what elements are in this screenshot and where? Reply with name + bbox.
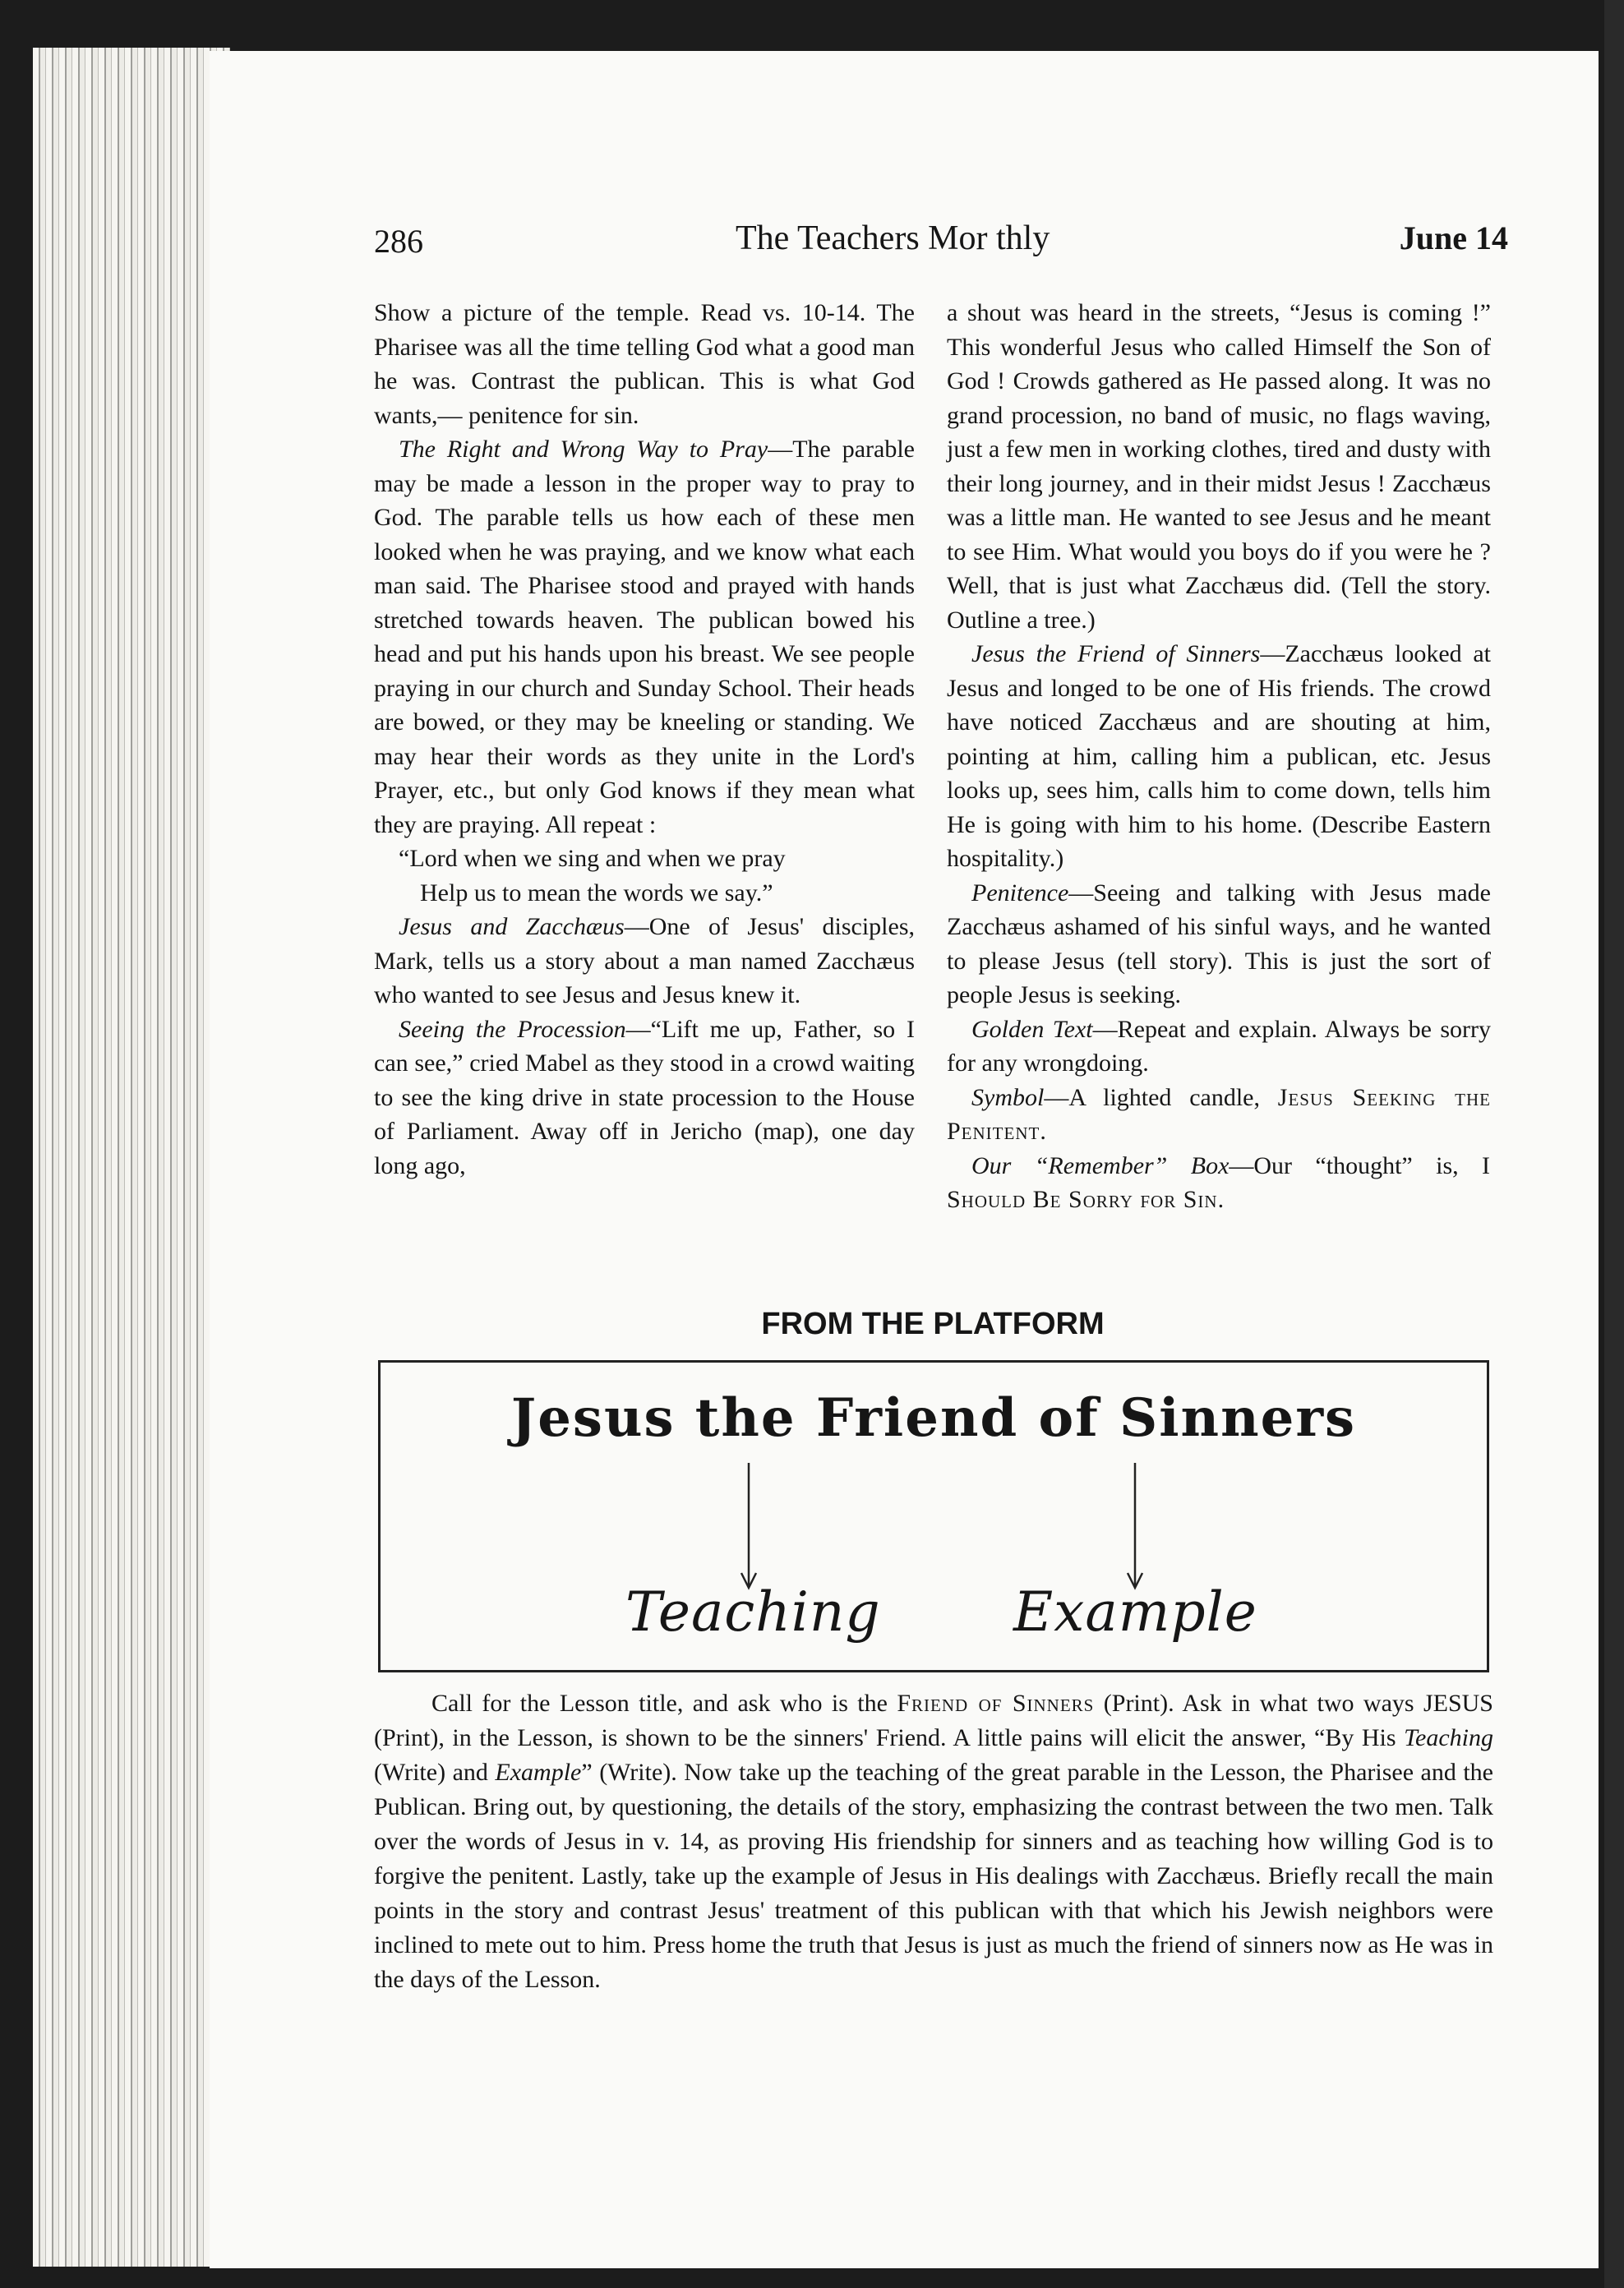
down-arrow-icon xyxy=(739,1461,759,1593)
small-caps-text: Friend of Sinners xyxy=(897,1690,1095,1717)
paragraph-text: —One of Jesus' disciples, Mark, tells us a story about a man named Zacchæus who wanted to see Jesus and Jesus knew it. xyxy=(374,913,916,1008)
paragraph-text: . xyxy=(1217,1186,1225,1213)
left-column xyxy=(374,296,915,1183)
down-arrow-icon xyxy=(1125,1461,1145,1593)
section-heading: Seeing the Procession xyxy=(399,1015,626,1043)
paragraph-text: —“Lift me up, Father, so I can see,” cried Mabel as they stood in a crowd waiting to see the king drive in state procession to the House of Parliament. Away off in Jericho (map), one day long ago, xyxy=(374,1015,915,1179)
paragraph xyxy=(374,432,915,842)
section-heading: The Right and Wrong Way to Pray xyxy=(399,436,768,463)
paragraph xyxy=(947,637,1491,876)
page-number: 286 xyxy=(374,223,423,260)
verse-line: Help us to mean the words we say.” xyxy=(420,879,773,906)
paragraph-text: —Zacchæus looked at Jesus and longed to be one of His friends. The crowd have noticed Zacchæus and are shouting at him, pointing at him, calling him a publican, etc. Jesus looks up, sees him, calls him to come down, tells him He is going with him to his home. (Describe Eastern hospitality.) xyxy=(947,640,1491,872)
paragraph xyxy=(374,296,915,432)
diagram-word-example: Example xyxy=(1013,1580,1257,1644)
paragraph xyxy=(374,1013,915,1183)
paragraph xyxy=(947,876,1491,1013)
section-heading: Penitence xyxy=(971,879,1069,906)
italic-text: Example xyxy=(495,1759,582,1786)
paragraph-text: (Print). Ask in what two ways JESUS (Print), in the Lesson, is shown to be the sinners' Friend. A little pains will elicit the answer, “By His xyxy=(374,1690,1493,1751)
section-heading: Jesus and Zacchæus xyxy=(399,913,625,940)
paragraph xyxy=(947,1081,1491,1149)
section-heading: Our “Remember” Box xyxy=(971,1151,1230,1179)
section-heading: Golden Text xyxy=(971,1015,1093,1043)
paragraph xyxy=(374,1686,1493,1997)
paragraph xyxy=(947,1013,1491,1081)
running-header xyxy=(374,215,1508,273)
section-heading: Symbol xyxy=(971,1083,1045,1111)
platform-instructions xyxy=(374,1686,1493,1997)
paragraph-text: —Seeing and talking with Jesus made Zacchæus ashamed of his sinful ways, and he wanted to please Jesus (tell story). This is just the sort of people Jesus is seeking. xyxy=(947,879,1491,1008)
prayer-verse xyxy=(374,842,915,910)
paragraph-text: —A lighted candle, xyxy=(1044,1083,1278,1111)
paragraph-text: —Repeat and explain. Always be sorry for any wrongdoing. xyxy=(947,1015,1491,1077)
paragraph-text: —Our “thought” is, xyxy=(1229,1151,1482,1179)
blackboard-diagram xyxy=(378,1360,1489,1672)
small-caps-text: Jesus Seeking the Penitent xyxy=(947,1083,1491,1145)
small-caps-text: I Should Be Sorry for Sin xyxy=(947,1151,1491,1213)
right-column xyxy=(947,296,1491,1217)
diagram-title: Jesus the Friend of Sinners xyxy=(510,1387,1357,1449)
book-page-edges xyxy=(33,48,230,2267)
paragraph xyxy=(374,910,915,1013)
paragraph-text: . xyxy=(1040,1118,1046,1145)
journal-title: The Teachers Mor thly xyxy=(736,219,1050,257)
italic-text: Teaching xyxy=(1404,1724,1493,1751)
section-heading: Jesus the Friend of Sinners xyxy=(971,640,1261,667)
paragraph-text: —The parable may be made a lesson in the proper way to pray to God. The parable tells us how each of these men looked when he was praying, and we know what each man said. The Pharisee stood and prayed with hands stretched towards heaven. The publican bowed his head and put his hands upon his breast. We see people praying in our church and Sunday School. Their heads are bowed, or they may be kneeling or standing. We may hear their words as they unite in the Lord's Prayer, etc., but only God knows if they mean what they are praying. All repeat : xyxy=(374,436,916,838)
paragraph xyxy=(947,296,1491,637)
platform-heading: FROM THE PLATFORM xyxy=(761,1307,1105,1341)
paragraph-text: (Write) and xyxy=(374,1759,496,1786)
diagram-word-teaching: Teaching xyxy=(625,1580,881,1644)
issue-date: June 14 xyxy=(1399,219,1508,256)
verse-line: “Lord when we sing and when we pray xyxy=(399,845,786,872)
scan-border xyxy=(1604,0,1624,2288)
paragraph xyxy=(947,1149,1491,1217)
paragraph-text: Show a picture of the temple. Read vs. 10-14. The Pharisee was all the time telling God what a good man he was. Contrast the publican. This is what God wants,— penitence for sin. xyxy=(374,299,915,429)
paragraph-text: ” (Write). Now take up the teaching of the great parable in the Lesson, the Pharisee and the Publican. Bring out, by questioning, the details of the story, emphasizing the contrast between the two men. Talk over the words of Jesus in v. 14, as proving His friendship for sinners and as teaching how willing God is to forgive the penitent. Lastly, take up the example of Jesus in His dealings with Zacchæus. Briefly recall the main points in the story and contrast Jesus' treatment of this publican with that which his Jewish neighbors were inclined to mete out to him. Press home the truth that Jesus is just as much the friend of sinners now as He was in the days of the Lesson. xyxy=(374,1759,1493,1993)
paragraph-text: a shout was heard in the streets, “Jesus is coming !” This wonderful Jesus who called Himself the Son of God ! Crowds gathered as He passed along. It was no grand procession, no band of music, no flags waving, just a few men in working clothes, tired and dusty with their long journey, and in their midst Jesus ! Zacchæus was a little man. He wanted to see Jesus and he meant to see Him. What would you boys do if you were he ? Well, that is just what Zacchæus did. (Tell the story. Outline a tree.) xyxy=(947,299,1491,634)
paragraph-text: Call for the Lesson title, and ask who is the xyxy=(431,1690,897,1717)
